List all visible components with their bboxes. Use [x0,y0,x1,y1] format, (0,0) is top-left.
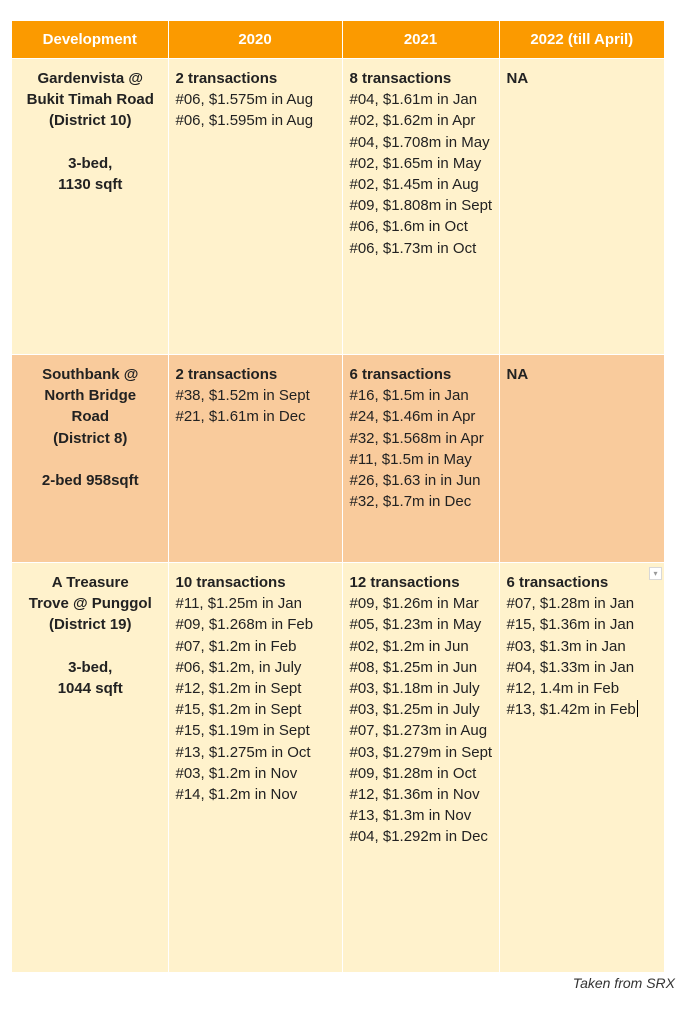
spacer [19,132,162,153]
transaction-entry-text: #06, $1.575m in Aug [175,91,314,109]
transaction-entry-text: #09, $1.26m in Mar [349,595,479,613]
transaction-count: 2 transactions [175,366,278,383]
transaction-entry-text: #16, $1.5m in Jan [349,387,469,405]
transaction-entry [350,720,493,741]
transaction-entry [350,406,493,427]
transaction-entry-text: #09, $1.268m in Feb [175,616,314,634]
transaction-entry-text: #03, $1.25m in July [349,701,480,719]
transaction-entry [350,699,493,720]
transaction-count: 6 transactions [506,574,609,591]
transaction-entry [350,826,493,847]
spacer [19,636,162,657]
transaction-entry [350,678,493,699]
development-name-line: Bukit Timah Road [26,91,154,109]
transactions-cell-2021[interactable] [342,563,499,973]
transaction-entry [350,636,493,657]
transaction-entry-text: #15, $1.2m in Sept [175,701,302,719]
transaction-entry-text: #12, 1.4m in Feb [506,680,620,698]
transactions-cell-2021[interactable] [342,355,499,563]
header-2021: 2021 [342,21,499,59]
development-name-line: (District 8) [53,429,128,447]
unit-spec-line: 3-bed, [68,154,113,172]
text-cursor [637,700,638,717]
transaction-entry [350,614,493,635]
transaction-entry-text: #08, $1.25m in Jun [349,658,478,676]
unit-spec-line: 2-bed 958sqft [41,471,139,489]
spacer [19,449,162,470]
transaction-entry-text: #09, $1.28m in Oct [349,764,477,782]
transaction-count: 12 transactions [349,574,460,591]
transaction-entry [507,636,659,657]
transaction-entry-text: #03, $1.2m in Nov [175,764,298,782]
transaction-entry [350,742,493,763]
transaction-entry [350,428,493,449]
transaction-entry-text: #03, $1.18m in July [349,680,480,698]
table-row [12,563,664,973]
header-2020: 2020 [168,21,342,59]
transaction-entry [507,657,659,678]
transaction-count: 6 transactions [349,366,452,383]
transaction-entry [176,763,336,784]
transaction-entry [507,699,659,720]
header-development: Development [12,21,168,59]
transaction-count: NA [506,70,529,87]
transaction-entry [350,763,493,784]
transaction-entry [176,657,336,678]
transaction-entry-text: #05, $1.23m in May [349,616,482,634]
transaction-entry-text: #21, $1.61m in Dec [175,408,306,426]
transaction-entry-text: #02, $1.2m in Jun [349,637,469,655]
chevron-down-icon[interactable]: ▾ [649,567,662,580]
transaction-entry-text: #14, $1.2m in Nov [175,786,298,804]
transaction-entry-text: #07, $1.2m in Feb [175,637,297,655]
transaction-entry-text: #11, $1.25m in Jan [175,595,302,613]
transaction-entry [507,614,659,635]
development-name-line: Trove @ Punggol [28,595,152,613]
transaction-entry-text: #07, $1.28m in Jan [506,595,635,613]
development-name-line: Gardenvista @ [37,70,143,87]
development-cell[interactable] [12,563,168,973]
transaction-entry [176,720,336,741]
table-row [12,355,664,563]
transaction-entry [350,593,493,614]
transaction-entry-text: #32, $1.7m in Dec [349,493,472,511]
transaction-entry [176,110,336,131]
transaction-entry [350,89,493,110]
transaction-entry-text: #04, $1.708m in May [349,133,490,151]
transactions-cell-2022[interactable] [499,563,664,973]
transaction-entry-text: #12, $1.2m in Sept [175,680,302,698]
transaction-entry-text: #06, $1.595m in Aug [175,112,314,130]
transaction-entry-text: #06, $1.73m in Oct [349,239,477,257]
header-2022: 2022 (till April) [499,21,664,59]
transaction-entry [350,153,493,174]
development-cell[interactable] [12,355,168,563]
transaction-entry [176,89,336,110]
transaction-entry [507,593,659,614]
transaction-entry [350,385,493,406]
transaction-entry-text: #13, $1.3m in Nov [349,807,472,825]
unit-spec-line: 1130 sqft [58,175,123,193]
transaction-entry-text: #11, $1.5m in May [349,450,472,468]
development-name-line: A Treasure [51,574,129,591]
transaction-entry [350,216,493,237]
transaction-entry-text: #24, $1.46m in Apr [349,408,476,426]
transaction-entry [350,238,493,259]
transaction-entry [350,470,493,491]
transaction-entry [350,784,493,805]
transaction-entry-text: #04, $1.33m in Jan [506,658,635,676]
development-name-line: Road [71,408,109,426]
transaction-entry [350,174,493,195]
transaction-entry [176,678,336,699]
transaction-entry-text: #04, $1.292m in Dec [349,828,488,846]
transactions-cell-2022[interactable] [499,355,664,563]
development-name-line: (District 10) [48,112,132,130]
transaction-entry [176,636,336,657]
transaction-entry-text: #32, $1.568m in Apr [349,429,484,447]
transactions-cell-2020[interactable] [168,563,342,973]
transaction-entry [350,449,493,470]
transactions-table [12,21,664,972]
transaction-entry-text: #26, $1.63 in in Jun [349,472,481,490]
transactions-cell-2022[interactable] [499,59,664,355]
transaction-entry-text: #15, $1.36m in Jan [506,616,635,634]
development-name-line: North Bridge [44,387,137,405]
header-row [12,21,664,59]
transaction-entry [176,699,336,720]
transaction-entry-text: #12, $1.36m in Nov [349,786,480,804]
development-cell[interactable] [12,59,168,355]
transaction-entry-text: #03, $1.279m in Sept [349,743,493,761]
table-row [12,59,664,355]
transaction-entry [176,406,336,427]
transaction-entry [176,742,336,763]
transaction-entry-text: #09, $1.808m in Sept [349,197,493,215]
transaction-entry-text: #13, $1.275m in Oct [175,743,311,761]
transaction-entry-text: #06, $1.2m, in July [175,658,302,676]
transaction-entry [350,491,493,512]
transaction-entry-text: #02, $1.45m in Aug [349,176,479,194]
transaction-entry [176,614,336,635]
source-credit: Taken from SRX [572,975,675,991]
transaction-entry [350,805,493,826]
transaction-entry [176,784,336,805]
unit-spec-line: 1044 sqft [57,679,123,697]
transaction-entry-text: #03, $1.3m in Jan [506,637,626,655]
transaction-entry-text: #06, $1.6m in Oct [349,218,468,236]
transaction-entry-text: #13, $1.42m in Feb [506,701,636,719]
unit-spec-line: 3-bed, [68,658,113,676]
transaction-entry [350,195,493,216]
transaction-entry [176,385,336,406]
transactions-cell-2020[interactable] [168,59,342,355]
development-name-line: Southbank @ [42,366,139,383]
transaction-entry-text: #02, $1.62m in Apr [349,112,476,130]
transaction-entry-text: #02, $1.65m in May [349,154,482,172]
transactions-cell-2020[interactable] [168,355,342,563]
transaction-entry-text: #07, $1.273m in Aug [349,722,488,740]
transaction-count: NA [506,366,529,383]
transaction-entry [507,678,659,699]
transaction-entry-text: #15, $1.19m in Sept [175,722,310,740]
transaction-count: 2 transactions [175,70,278,87]
transaction-entry [176,593,336,614]
transaction-entry-text: #38, $1.52m in Sept [175,387,310,405]
transactions-cell-2021[interactable] [342,59,499,355]
transaction-entry [350,132,493,153]
development-name-line: (District 19) [48,616,132,634]
transaction-entry [350,110,493,131]
transaction-entry-text: #04, $1.61m in Jan [349,91,478,109]
transaction-count: 8 transactions [349,70,452,87]
transaction-entry [350,657,493,678]
transaction-count: 10 transactions [175,574,286,591]
